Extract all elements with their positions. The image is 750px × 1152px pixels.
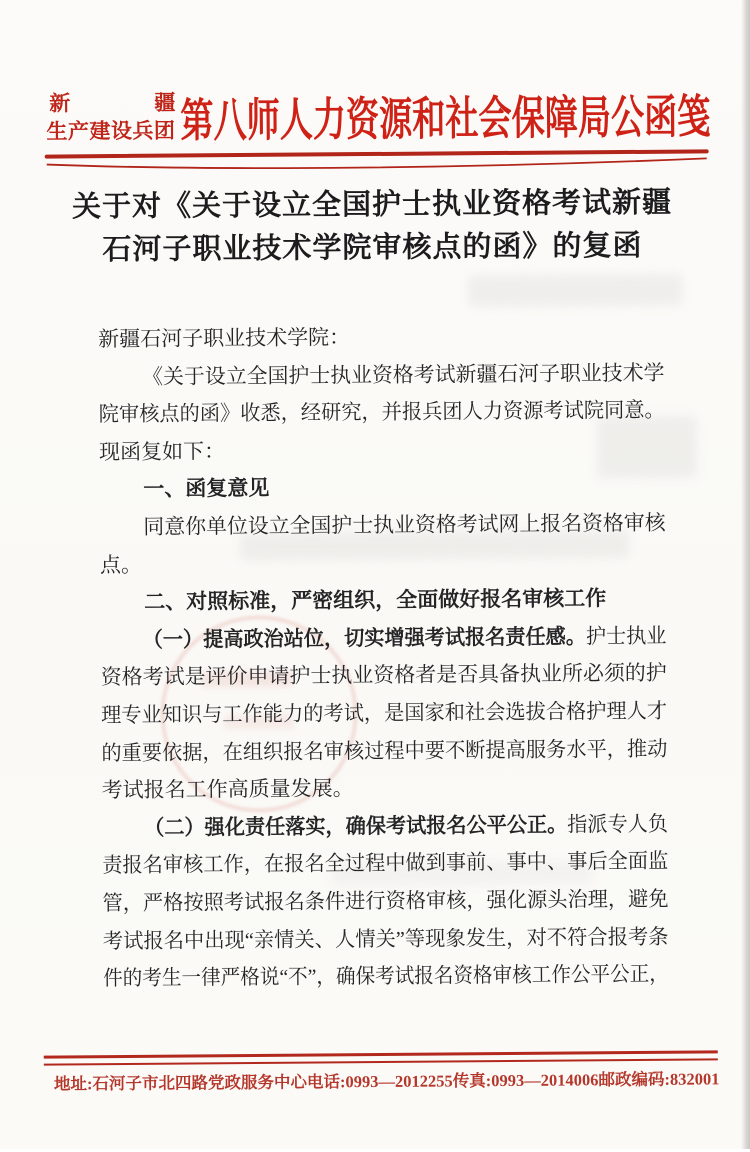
body-line xyxy=(99,392,665,434)
body-text-segment: 件的考生一律严格说“不”，确保考试报名资格审核工作公平公正， xyxy=(103,961,669,991)
body-line-text xyxy=(98,319,350,359)
body-line xyxy=(101,693,667,735)
body-line xyxy=(99,505,665,547)
body-line-text xyxy=(101,693,667,735)
body-text-segment: 资格考试是评价申请护士执业资格者是否具备执业所必须的护 xyxy=(100,661,667,690)
body-line xyxy=(100,580,666,622)
body-text-bold-segment: （二）强化责任落实，确保考试报名公平公正。 xyxy=(144,813,568,840)
footer-item: 邮政编码:832001 xyxy=(598,1069,720,1090)
body-text-segment: 护士执业 xyxy=(585,623,667,649)
footer-info xyxy=(53,1068,720,1095)
body-text-segment: 现函复如下： xyxy=(98,438,226,464)
document-title-line-2: 石河子职业技术学院审核点的函》的复函 xyxy=(102,229,643,267)
document-title-line-1: 关于对《关于设立全国护士执业资格考试新疆 xyxy=(71,186,673,224)
body-line-text xyxy=(99,433,225,472)
body-line-text xyxy=(100,580,606,622)
body-line-text xyxy=(100,617,666,659)
body-text-segment: 新疆石河子职业技术学院： xyxy=(98,325,351,352)
letterhead-title: 第八师人力资源和社会保障局公函笺 xyxy=(180,91,711,147)
scan-edge-shadow xyxy=(741,0,750,1149)
body-text-segment: 指派专人负 xyxy=(567,811,669,837)
body-line-text xyxy=(98,354,664,396)
body-line-text xyxy=(102,843,668,885)
org-name-char: 疆 xyxy=(154,90,176,115)
body-line-text xyxy=(102,881,668,923)
body-line xyxy=(102,881,668,923)
body-text-bold-segment: 二、对照标准，严密组织，全面做好报名审核工作 xyxy=(144,587,607,614)
org-name-line1 xyxy=(46,90,178,118)
body-text-segment: 考试报名工作高质量发展。 xyxy=(101,776,354,803)
body-line xyxy=(98,317,664,359)
body-line xyxy=(101,655,667,697)
body-text-bold-segment: （一）提高政治站位，切实增强考试报名责任感。 xyxy=(142,625,586,652)
footer-rule-thick xyxy=(44,1050,718,1058)
body-line-text xyxy=(99,505,665,547)
body-line-text xyxy=(101,655,667,697)
body-line xyxy=(101,730,667,772)
body-text-segment: 的重要依据，在组织报名审核过程中要不断提高服务水平，推动 xyxy=(101,736,668,765)
body-text-bold-segment: 一、函复意见 xyxy=(143,477,270,502)
body-line xyxy=(99,467,665,509)
body-text-segment: 《关于设立全国护士执业资格考试新疆石河子职业技术学 xyxy=(142,360,665,389)
body-line xyxy=(98,354,664,396)
body-line xyxy=(100,542,666,584)
body-line-text xyxy=(99,470,269,509)
body-line xyxy=(100,617,666,659)
footer-rule-thin xyxy=(44,1058,718,1065)
body-text-segment: 同意你单位设立全国护士执业资格考试网上报名资格审核 xyxy=(143,510,666,539)
org-name-small xyxy=(46,90,178,147)
body-line-text xyxy=(103,918,669,960)
body-line xyxy=(102,843,668,885)
body-text-segment: 管，严格按照考试报名条件进行资格审核，强化源头治理，避免 xyxy=(102,886,669,916)
document-title xyxy=(0,181,748,273)
body-line xyxy=(102,805,668,847)
body-line-text xyxy=(102,805,668,847)
body-line xyxy=(103,918,669,960)
body-line xyxy=(103,956,669,998)
org-name-line2: 生产建设兵团 xyxy=(46,118,176,144)
footer-item: 电话:0993—2012255 xyxy=(306,1071,453,1092)
body-line xyxy=(102,768,668,810)
footer-item: 传真:0993—2014006 xyxy=(452,1070,599,1091)
body-line xyxy=(99,430,665,472)
body-line-text xyxy=(102,770,354,810)
body-line-text xyxy=(100,546,142,584)
body-text-segment: 考试报名中出现“亲情关、人情关”等现象发生，对不符合报考条 xyxy=(102,924,669,953)
body-text-segment: 理专业知识与工作能力的考试，是国家和社会选拔合格护理人才 xyxy=(100,698,668,728)
bleed-through-smudge xyxy=(468,274,683,308)
body-line-text xyxy=(101,730,667,772)
body-line-text xyxy=(99,392,665,434)
header-rule-swoosh xyxy=(45,155,709,174)
body-text-segment: 点。 xyxy=(99,552,143,577)
body-text-segment: 院审核点的函》收悉，经研究，并报兵团人力资源考试院同意。 xyxy=(98,397,665,427)
letter-body xyxy=(98,317,669,998)
body-line-text xyxy=(103,956,669,998)
body-text-segment: 责报名审核工作，在报名全过程中做到事前、事中、事后全面监 xyxy=(102,849,669,878)
org-name-char: 新 xyxy=(49,91,71,116)
footer-item: 地址:石河子市北四路党政服务中心 xyxy=(53,1072,308,1094)
